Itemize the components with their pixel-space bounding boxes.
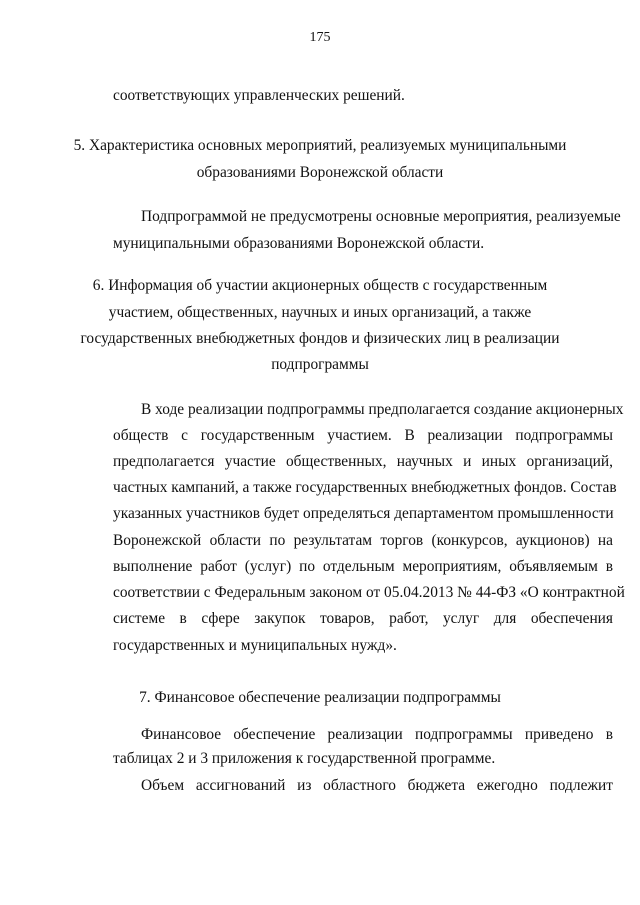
section-6-heading-line-2: участием, общественных, научных и иных организаций, а также <box>108 304 532 321</box>
section-7-body-line-2: таблицах 2 и 3 приложения к государственной программе. <box>113 750 496 767</box>
section-6-body-line-1: В ходе реализации подпрограммы предполагается создание акционерных <box>141 401 624 418</box>
section-7-body-line-1: Финансовое обеспечение реализации подпрограммы приведено в <box>141 726 613 743</box>
section-6-body-line-6: Воронежской области по результатам торгов (конкурсов, аукционов) на <box>113 532 613 549</box>
section-5-heading-line-1: 5. Характеристика основных мероприятий, реализуемых муниципальными <box>73 137 567 154</box>
section-7-heading: 7. Финансовое обеспечение реализации подпрограммы <box>139 689 501 706</box>
section-6-body-line-9: системе в сфере закупок товаров, работ, услуг для обеспечения <box>113 610 613 627</box>
section-5-heading-line-2: образованиями Воронежской области <box>196 164 444 181</box>
page-number: 175 <box>309 30 331 45</box>
section-6-heading-line-1: 6. Информация об участии акционерных обществ с государственным <box>92 277 548 294</box>
section-6-body-line-5: указанных участников будет определяться департаментом промышленности <box>113 505 614 522</box>
section-6-body-line-4: частных кампаний, а также государственных внебюджетных фондов. Состав <box>113 479 617 496</box>
intro-line: соответствующих управленческих решений. <box>113 87 405 104</box>
section-5-body-line-1: Подпрограммой не предусмотрены основные мероприятия, реализуемые <box>141 208 621 225</box>
section-6-body-line-3: предполагается участие общественных, научных и иных организаций, <box>113 453 613 470</box>
section-6-body-line-8: соответствии с Федеральным законом от 05.04.2013 № 44-ФЗ «О контрактной <box>113 584 625 601</box>
section-7-body-line-3: Объем ассигнований из областного бюджета ежегодно подлежит <box>141 777 613 794</box>
section-6-heading-line-3: государственных внебюджетных фондов и физических лиц в реализации <box>80 330 560 347</box>
section-6-body-line-2: обществ с государственным участием. В реализации подпрограммы <box>113 427 613 444</box>
section-6-heading-line-4: подпрограммы <box>271 356 369 373</box>
section-5-body-line-2: муниципальными образованиями Воронежской области. <box>113 235 485 252</box>
section-6-body-line-7: выполнение работ (услуг) по отдельным мероприятиям, объявляемым в <box>113 558 613 575</box>
section-6-body-line-10: государственных и муниципальных нужд». <box>113 637 397 654</box>
